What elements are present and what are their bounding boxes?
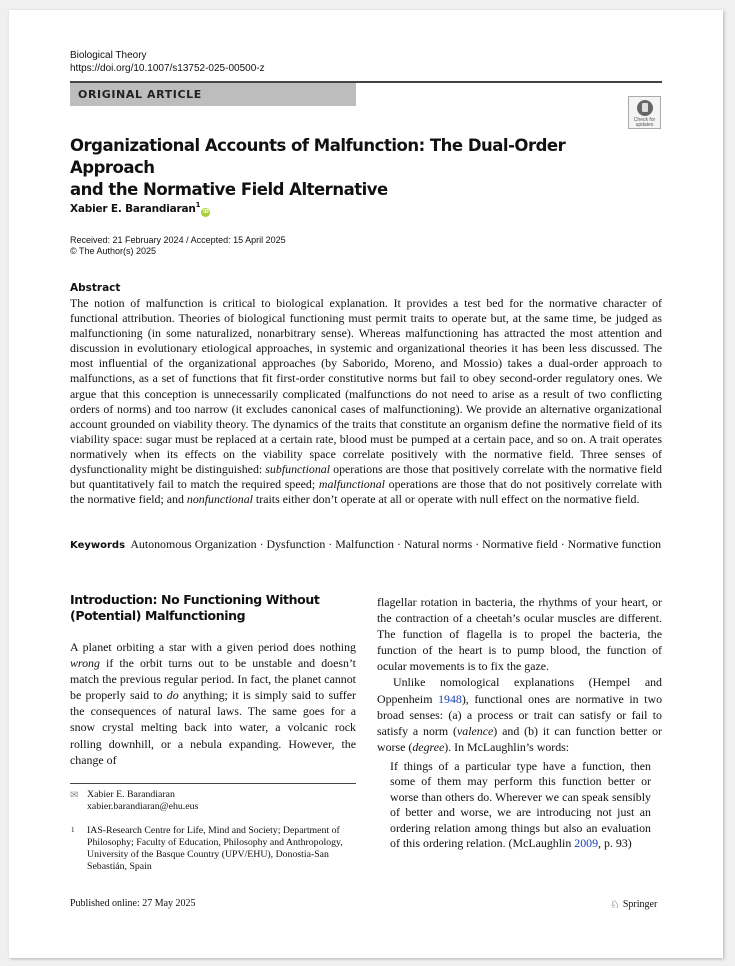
citation-link-2009[interactable]: 2009 <box>574 836 599 851</box>
corresponding-author <box>87 789 198 813</box>
article-title: Organizational Accounts of Malfunction: The Dual-Order Approach and the Normative Field Alternative <box>70 136 566 199</box>
corresponding-author-name: Xabier E. Barandiaran <box>87 789 175 800</box>
block-quote: If things of a particular type have a function, then some of them may perform this function better or worse than others do. Wherever we can speak sensibly of better and worse, we are introducing not just an ordering relation among things but also an evaluation of this ordering relation. (McLaughlin 2009, p. 93) <box>390 759 651 851</box>
crossmark-label: Check for updates <box>633 117 656 128</box>
footnote-rule <box>70 783 356 784</box>
publisher-name: Springer <box>622 899 658 910</box>
published-online: Published online: 27 May 2025 <box>70 898 196 909</box>
abstract-body: The notion of malfunction is critical to biological explanation. It provides a test bed for the normative character of functional attribution. Theories of biological functioning must permit traits to operate but, at the same time, be judged as malfunctioning (in some naturalized, nonarbitrary sense). Whereas malfunctioning has attracted the most attention and discussion in evolutionary etiological approaches, in systemic and organizational theories it has been less discussed. The most influential of the organizational approaches (by Saborido, Moreno, and Mossio) takes a dual-order approach to malfunctions, as a set of functions that fit first-order constitutive norms but fail to obey second-order regulatory ones. We argue that this conception is unnecessarily complicated (malfunctions do not need to arise as a result of two conflicting orders of norms) and too narrow (it excludes canonical cases of malfunctioning). We provide an alternative organizational account grounded on viability theory. The dynamics of the traits that constitute an organism define the normative field of its viability space: sugar must be replaced at a certain rate, blood must be pumped at a certain pace, and so on. A trait operates normatively when its effects on the viability space correlate positively with the normative field. Three senses of dysfunctionality might be distinguished: subfunctional operations are those that positively correlate with the normative field but quantitatively fail to match the required speed; malfunctional operations are those that do not positively correlate with the normative field; and nonfunctional traits either don’t operate at all or operate with null effect on the normative field. <box>70 296 662 507</box>
journal-name: Biological Theory <box>70 50 147 61</box>
publisher-logo <box>610 898 657 911</box>
check-for-updates-button[interactable] <box>628 96 661 129</box>
springer-horse-icon: ♘ <box>610 899 620 911</box>
keywords <box>70 537 662 553</box>
orcid-icon[interactable]: iD <box>203 209 209 215</box>
author-line <box>70 198 210 217</box>
affiliation-number: 1 <box>71 826 75 834</box>
envelope-icon: ✉ <box>70 790 79 801</box>
section-heading-introduction: Introduction: No Functioning Without (Potential) Malfunctioning <box>70 592 320 623</box>
body-column-right <box>377 594 662 755</box>
citation-link-1948[interactable]: 1948 <box>438 691 462 706</box>
affiliation-text: IAS-Research Centre for Life, Mind and Society; Department of Philosophy; Faculty of Education, Philosophy and Anthropology, University of the Basque Country (UPV/EHU), Donostia-San Sebastián, Spain <box>87 825 343 872</box>
author-email-link[interactable]: xabier.barandiaran@ehu.eus <box>87 801 199 812</box>
copyright: © The Author(s) 2025 <box>70 246 157 256</box>
journal-header <box>70 49 265 75</box>
doi-link[interactable]: https://doi.org/10.1007/s13752-025-00500-z <box>70 63 265 74</box>
affiliation-sup: 1 <box>195 201 201 209</box>
pdf-page <box>9 10 723 958</box>
paragraph: Unlike nomological explanations (Hempel and Oppenheim 1948), functional ones are normative in two broad senses: (a) a process or trait can satisfy or fail to satisfy a norm (valence) and (b) it can function better or worse (degree). In McLaughlin’s words: <box>377 675 663 754</box>
article-type-band: ORIGINAL ARTICLE <box>70 83 356 106</box>
abstract-heading: Abstract <box>70 282 121 294</box>
author-name: Xabier E. Barandiaran <box>70 203 196 215</box>
received-accepted: Received: 21 February 2024 / Accepted: 15 April 2025 <box>70 235 286 245</box>
keywords-label: Keywords <box>70 540 126 551</box>
dates-block <box>70 235 286 257</box>
keywords-list: Autonomous Organization · Dysfunction · Malfunction · Natural norms · Normative field · Normative function <box>130 537 662 551</box>
body-column-left: A planet orbiting a star with a given period does nothing wrong if the orbit turns out to be unstable and doesn’t match the previous regular period. In fact, the planet cannot be properly said to do anything; it is simply said to suffer the consequences of natural laws. The same goes for a snow crystal melting back into water, a volcanic rock rolling downhill, or a nebula expanding. However, the change of <box>70 640 356 767</box>
paragraph: flagellar rotation in bacteria, the rhythms of your heart, or the contraction of a cheetah’s ocular muscles are different. The function of flagella is to propel the bacteria, the function of the heart is to pump blood, the function of ocular movements is to fix the gaze. <box>377 595 662 674</box>
crossmark-icon <box>637 100 653 116</box>
